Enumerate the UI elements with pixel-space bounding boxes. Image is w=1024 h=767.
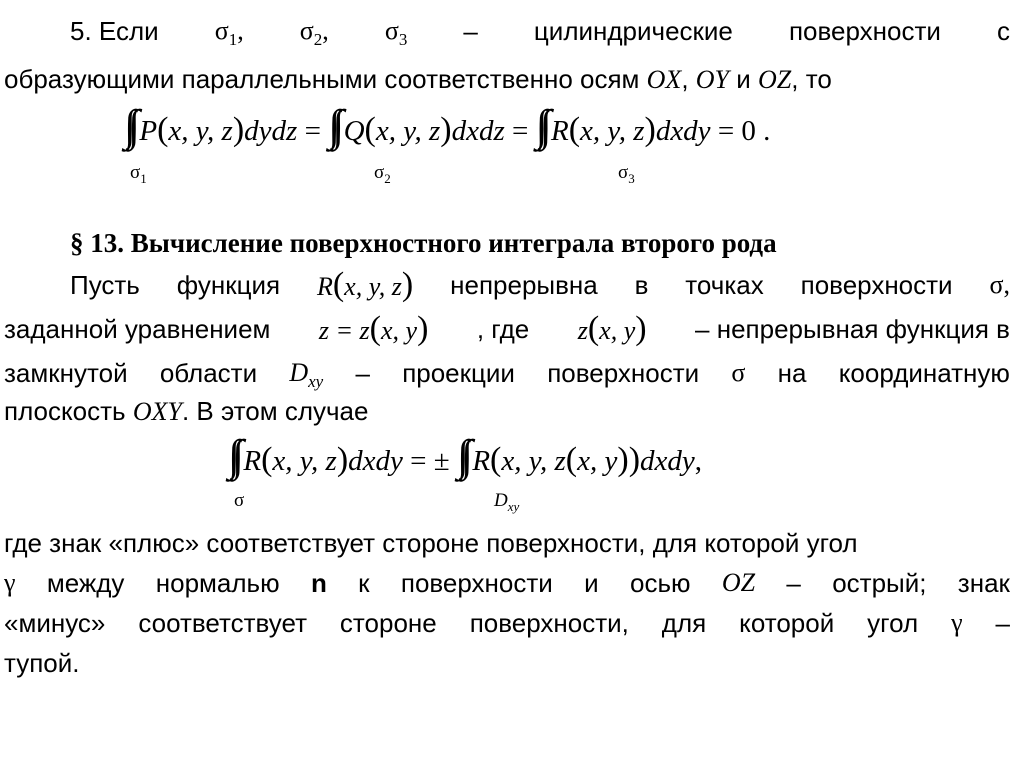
item5-line2: образующими параллельными соответственно осям OX, OY и OZ, то bbox=[4, 64, 832, 94]
word: поверхности bbox=[547, 358, 700, 388]
double-integral-icon: ∫∫ bbox=[535, 101, 544, 150]
word: стороне bbox=[339, 608, 437, 638]
region-Dxy: $D_{xy}$ bbox=[289, 358, 324, 392]
word: замкнутой bbox=[4, 358, 128, 388]
double-integral-icon: ∫∫ bbox=[124, 101, 133, 150]
word: – bbox=[355, 358, 370, 388]
para1-line3 bbox=[4, 356, 1010, 399]
word: функция bbox=[176, 270, 281, 300]
word: Пусть bbox=[70, 270, 140, 300]
word: – непрерывная функция в bbox=[695, 314, 1010, 344]
axis-ox: OX bbox=[646, 65, 682, 94]
word: между bbox=[46, 568, 125, 598]
word: – bbox=[995, 608, 1010, 638]
word: , где bbox=[476, 314, 530, 344]
item5-text: образующими параллельными соответственно осям bbox=[4, 64, 640, 94]
normal-vector-n: n bbox=[310, 568, 327, 598]
word: нормалью bbox=[155, 568, 280, 598]
section-heading: § 13. Вычисление поверхностного интеграла второго рода bbox=[70, 228, 777, 258]
double-integral-icon: ∫∫ bbox=[228, 431, 237, 480]
axis-oz: OZ bbox=[721, 568, 756, 597]
word: в bbox=[634, 270, 649, 300]
word: – bbox=[786, 568, 801, 598]
word: и bbox=[584, 568, 599, 598]
word: области bbox=[159, 358, 258, 388]
sigma1: $\sigma_1$, bbox=[214, 16, 244, 50]
word: поверхности bbox=[800, 270, 953, 300]
word: и bbox=[736, 64, 751, 94]
gamma: γ bbox=[951, 608, 963, 637]
word: плоскость bbox=[4, 396, 126, 426]
word: поверхности bbox=[400, 568, 553, 598]
para1-line4 bbox=[4, 394, 1010, 429]
eq1-sub1: $\sigma_1$ bbox=[130, 162, 147, 186]
word: проекции bbox=[402, 358, 515, 388]
axis-oy: OY bbox=[695, 65, 730, 94]
eq1-sub2: $\sigma_2$ bbox=[374, 162, 391, 186]
sigma2: $\sigma_2$, bbox=[299, 16, 329, 50]
word: острый; bbox=[832, 568, 927, 598]
dash: – bbox=[463, 16, 478, 46]
word: осью bbox=[629, 568, 691, 598]
para2-line1: где знак «плюс» соответствует стороне поверхности, для которой угол bbox=[4, 528, 858, 558]
word: поверхности bbox=[788, 16, 941, 46]
eq2-sub-Dxy: $D_{xy}$ bbox=[494, 490, 520, 514]
word: поверхности, bbox=[469, 608, 629, 638]
word: точках bbox=[685, 270, 764, 300]
surface-equation: z = z(x, y) bbox=[318, 310, 429, 347]
double-integral-icon: ∫∫ bbox=[328, 101, 337, 150]
eq1-sub3: $\sigma_3$ bbox=[618, 162, 635, 186]
word: к bbox=[358, 568, 370, 598]
word: соответствует bbox=[138, 608, 307, 638]
para2-line4: тупой. bbox=[4, 648, 80, 678]
word: с bbox=[996, 16, 1010, 46]
word: непрерывна bbox=[450, 270, 598, 300]
para2-line2 bbox=[4, 566, 1010, 600]
function-z: z(x, y) bbox=[577, 310, 647, 347]
word: для bbox=[661, 608, 707, 638]
word: «минус» bbox=[4, 608, 106, 638]
word: . В этом случае bbox=[181, 396, 369, 426]
eq2-sub-sigma: σ bbox=[234, 490, 245, 511]
plane-oxy: OXY bbox=[132, 397, 182, 426]
word: которой bbox=[739, 608, 835, 638]
gamma: γ bbox=[4, 568, 16, 597]
word: угол bbox=[867, 608, 919, 638]
item5-line1 bbox=[4, 14, 1010, 57]
sigma: σ, bbox=[989, 270, 1010, 299]
word: на bbox=[777, 358, 807, 388]
word: знак bbox=[957, 568, 1010, 598]
para1-line2 bbox=[4, 312, 1010, 348]
word: заданной уравнением bbox=[4, 314, 271, 344]
para2-line3 bbox=[4, 606, 1010, 640]
word: координатную bbox=[838, 358, 1010, 388]
para1-line1 bbox=[4, 268, 1010, 304]
sigma: σ bbox=[731, 358, 746, 387]
axis-oz: OZ bbox=[758, 65, 792, 94]
sigma3: $\sigma_3$ bbox=[384, 16, 408, 50]
word: цилиндрические bbox=[533, 16, 733, 46]
function-R: R(x, y, z) bbox=[316, 266, 414, 303]
word: , то bbox=[791, 64, 832, 94]
item5-lead: 5. Если bbox=[70, 16, 159, 46]
equation-2: ∫∫ R(x, y, z)dxdy = ± ∫∫ R(x, y, z(x, y))dxdy, bbox=[228, 431, 703, 480]
double-integral-icon: ∫∫ bbox=[456, 431, 466, 480]
equation-1: ∫∫ P(x, y, z)dydz = ∫∫ Q(x, y, z)dxdz = ∫∫ R(x, y, z)dxdy = 0 . bbox=[124, 101, 771, 150]
